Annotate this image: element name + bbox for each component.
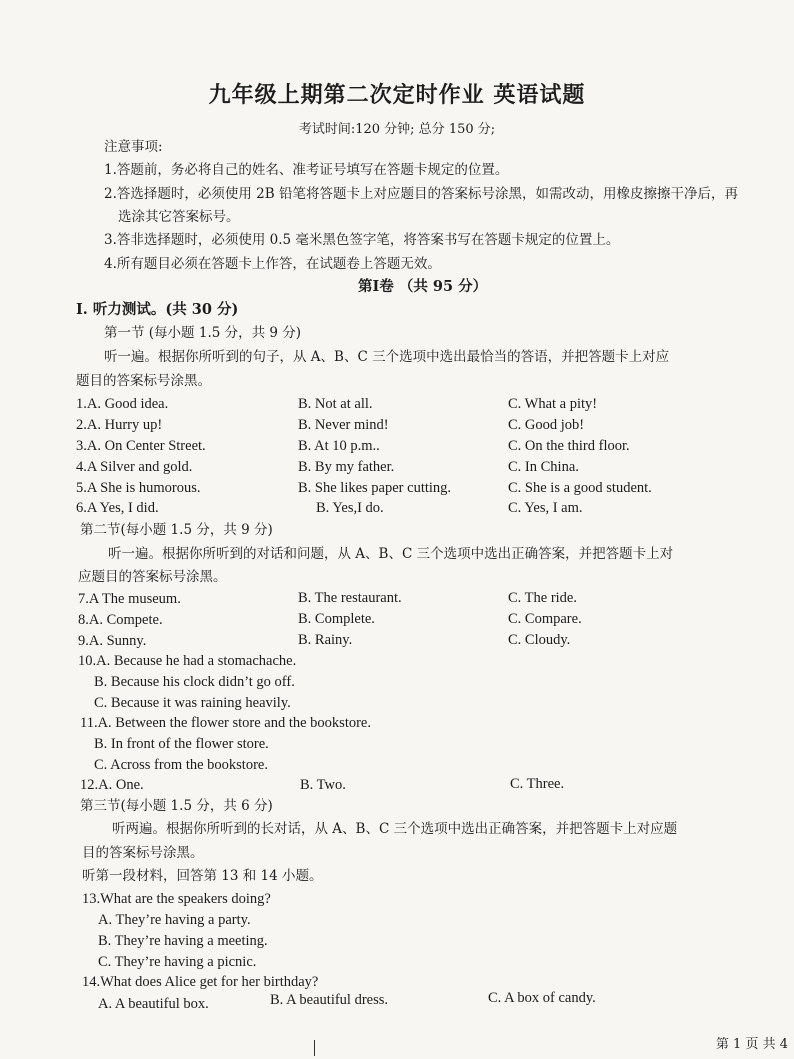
q5-option-b: B. She likes paper cutting.	[298, 480, 452, 496]
note-2-continued: 选涂其它答案标号。	[118, 209, 240, 225]
q12-option-b: B. Two.	[300, 777, 346, 793]
q10-option-a: 10.A. Because he had a stomachache.	[78, 653, 297, 669]
q13-option-a: A. They’re having a party.	[98, 912, 251, 928]
section3-material-note: 听第一段材料，回答第 13 和 14 小题。	[82, 868, 323, 884]
note-1: 1.答题前，务必将自己的姓名、准考证号填写在答题卡规定的位置。	[104, 162, 509, 178]
q2-option-a: 2.A. Hurry up!	[76, 417, 163, 433]
section3-header: 第三节(每小题 1.5 分，共 6 分)	[80, 798, 273, 814]
q8-option-c: C. Compare.	[508, 611, 582, 627]
q11-option-b: B. In front of the flower store.	[94, 736, 269, 752]
q4-option-c: C. In China.	[508, 459, 579, 475]
q13-option-c: C. They’re having a picnic.	[98, 954, 257, 970]
q7-option-a: 7.A The museum.	[78, 591, 181, 607]
q3-option-c: C. On the third floor.	[508, 438, 630, 454]
q7-option-c: C. The ride.	[508, 590, 577, 606]
q6-option-c: C. Yes, I am.	[508, 500, 583, 516]
q9-option-b: B. Rainy.	[298, 632, 353, 648]
q3-option-a: 3.A. On Center Street.	[76, 438, 206, 454]
exam-subtitle: 考试时间:120 分钟; 总分 150 分;	[298, 122, 496, 137]
q9-option-a: 9.A. Sunny.	[78, 633, 147, 649]
q10-option-b: B. Because his clock didn’t go off.	[94, 674, 295, 690]
q6-option-a: 6.A Yes, I did.	[76, 500, 159, 516]
section3-instruction-continued: 目的答案标号涂黑。	[82, 845, 204, 861]
q13-option-b: B. They’re having a meeting.	[98, 933, 268, 949]
q11-option-c: C. Across from the bookstore.	[94, 757, 268, 773]
q1-option-b: B. Not at all.	[298, 396, 373, 412]
section1-header: 第一节 (每小题 1.5 分，共 9 分)	[104, 325, 302, 341]
q5-option-c: C. She is a good student.	[508, 480, 652, 496]
q8-option-a: 8.A. Compete.	[78, 612, 163, 628]
q1-option-c: C. What a pity!	[508, 396, 598, 412]
q3-option-b: B. At 10 p.m..	[298, 438, 380, 454]
section1-instruction-continued: 题目的答案标号涂黑。	[76, 373, 211, 389]
q14-stem: 14.What does Alice get for her birthday?	[82, 974, 319, 990]
q12-option-a: 12.A. One.	[80, 777, 144, 793]
q12-option-c: C. Three.	[510, 776, 565, 792]
q4-option-b: B. By my father.	[298, 459, 395, 475]
q14-option-b: B. A beautiful dress.	[270, 992, 389, 1008]
part1-title: I. 听力测试。(共 30 分)	[76, 301, 239, 318]
q14-option-c: C. A box of candy.	[488, 990, 596, 1006]
section2-instruction: 听一遍。根据你所听到的对话和问题，从 A、B、C 三个选项中选出正确答案，并把答题卡上对	[108, 546, 674, 562]
page-number: 第 1 页 共 4	[715, 1037, 788, 1052]
q1-option-a: 1.A. Good idea.	[76, 396, 169, 412]
q8-option-b: B. Complete.	[298, 611, 375, 627]
q2-option-b: B. Never mind!	[298, 417, 389, 433]
section1-instruction: 听一遍。根据你所听到的句子，从 A、B、C 三个选项中选出最恰当的答语，并把答题卡上对应	[104, 349, 670, 365]
volume-title: 第Ⅰ卷 （共 95 分）	[358, 278, 488, 295]
q6-option-b: B. Yes,I do.	[316, 500, 384, 516]
q4-option-a: 4.A Silver and gold.	[76, 459, 193, 475]
note-3: 3.答非选择题时，必须使用 0.5 毫米黑色签字笔，将答案书写在答题卡规定的位置上。	[104, 232, 620, 248]
q5-option-a: 5.A She is humorous.	[76, 480, 201, 496]
q2-option-c: C. Good job!	[508, 417, 585, 433]
exam-title: 九年级上期第二次定时作业 英语试题	[208, 82, 586, 108]
section2-instruction-continued: 应题目的答案标号涂黑。	[78, 569, 227, 585]
note-4: 4.所有题目必须在答题卡上作答，在试题卷上答题无效。	[104, 256, 441, 272]
section3-instruction: 听两遍。根据你所听到的长对话，从 A、B、C 三个选项中选出正确答案，并把答题卡上对应题	[112, 821, 678, 837]
q10-option-c: C. Because it was raining heavily.	[94, 695, 291, 711]
q14-option-a: A. A beautiful box.	[98, 996, 209, 1012]
q11-option-a: 11.A. Between the flower store and the bookstore.	[80, 715, 371, 731]
section2-header: 第二节(每小题 1.5 分，共 9 分)	[80, 522, 273, 538]
notes-heading: 注意事项:	[104, 139, 163, 155]
q9-option-c: C. Cloudy.	[508, 632, 571, 648]
q7-option-b: B. The restaurant.	[298, 590, 402, 606]
scan-edge-mark	[314, 1040, 315, 1056]
q13-stem: 13.What are the speakers doing?	[82, 891, 271, 907]
note-2: 2.答选择题时，必须使用 2B 铅笔将答题卡上对应题目的答案标号涂黑，如需改动，用橡皮擦擦干净后，再	[104, 186, 738, 202]
